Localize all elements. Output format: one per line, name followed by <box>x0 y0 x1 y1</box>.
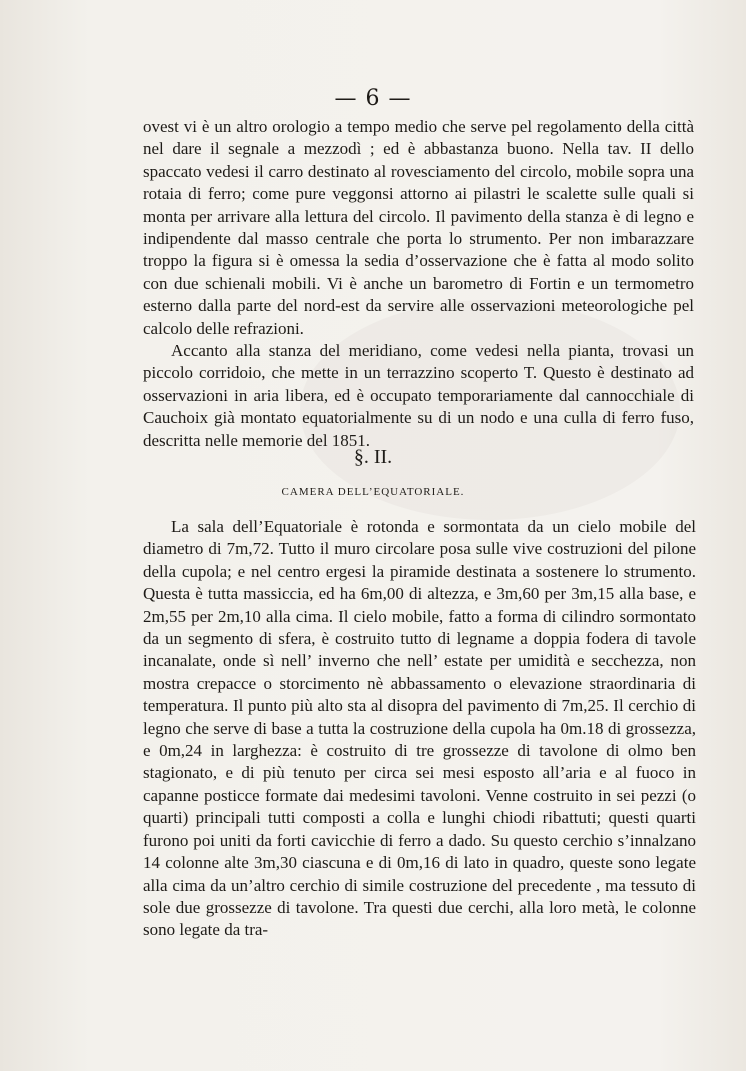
paragraph-clock-and-circle: ovest vi è un altro orologio a tempo medio che serve pel regolamento della città nel dare il segnale a mezzodì ; ed è abbastanza buono. Nella tav. II dello spaccato vedesi il carro destinato al rovesciamento del circolo, mobile sopra una rotaia di ferro; come pure veggonsi attorno ai pilastri le scalette sulle quali si monta per arrivare alla lettura del circolo. Il pavimento della stanza è di legno e indipendente dal masso centrale che porta lo strumento. Per non imbarazzare troppo la figura si è omessa la sedia d’osservazione che è fatta al modo solito con due schienali mobili. Vi è anche un barometro di Fortin e un termometro esterno dalla parte del nord-est da servire alle osservazioni meteorologiche pel calcolo delle refrazioni. <box>143 117 694 338</box>
paragraph-terrace: Accanto alla stanza del meridiano, come vedesi nella pianta, trovasi un piccolo corridoio, che mette in un terrazzino scoperto T. Questo è destinato ad osservazioni in aria libera, ed è occupato temporariamente dal cannocchiale di Cauchoix già montato equatorialmente su di un nodo e una culla di ferro fuso, descritta nelle memorie del 1851. <box>143 341 694 450</box>
section-subheading: CAMERA DELL’EQUATORIALE. <box>281 486 465 498</box>
section-heading: §. II. <box>353 446 393 468</box>
text-block-bottom <box>143 516 696 942</box>
page-number: — 6 — <box>334 86 412 111</box>
paper-stain <box>300 300 680 520</box>
paragraph-equatorial-room: La sala dell’Equatoriale è rotonda e sormontata da un cielo mobile del diametro di 7m,72. Tutto il muro circolare posa sulle vive costruzioni del pilone della cupola; e nel centro ergesi la piramide destinata a sostenere lo strumento. Questa è tutta massiccia, ed ha 6m,00 di altezza, e 3m,60 per 3m,15 alla base, e 2m,55 per 2m,10 alla cima. Il cielo mobile, fatto a forma di cilindro sormontato da un segmento di sfera, è costruito tutto di legname a doppia fodera di tavole incanalate, onde sì nell’ inverno che nell’ estate per umidità e secchezza, non mostra crepacce o storcimento nè abbassamento o elevazione straordinaria di temperatura. Il punto più alto sta al disopra del pavimento di 7m,25. Il cerchio di legno che serve di base a tutta la costruzione della cupola ha 0m.18 di grossezza, e 0m,24 in larghezza: è costruito di tre grossezze di tavolone di olmo ben stagionato, e di più tenuto per circa sei mesi esposto all’aria e al fuoco in capanne posticce formate dai medesimi tavoloni. Venne costruito in sei pezzi (o quarti) principali tutti composti a colla e lunghi chiodi ribattuti; questi quarti furono poi uniti da forti cavicchie di ferro a dado. Su questo cerchio s’innalzano 14 colonne alte 3m,30 ciascuna e di 0m,16 di lato in quadro, queste sono legate alla cima da un’altro cerchio di simile costruzione del precedente , ma tessuto di sole due grossezze di tavolone. Tra questi due cerchi, alla loro metà, le colonne sono legate da tra- <box>143 517 696 940</box>
